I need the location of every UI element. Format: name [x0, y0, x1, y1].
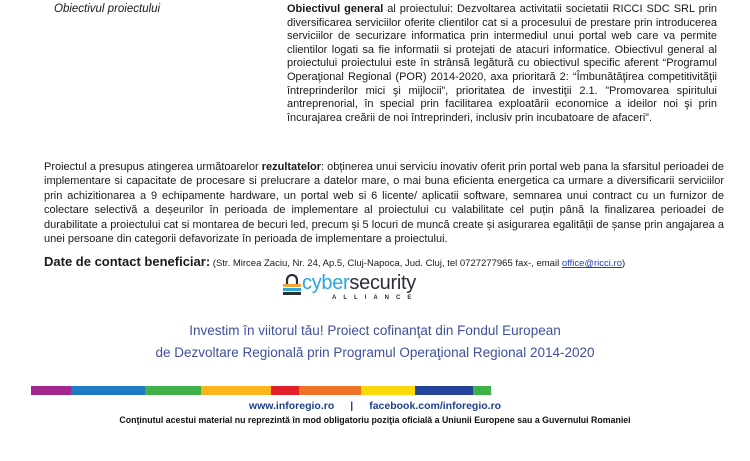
color-bar-segment [31, 386, 71, 395]
footer-links [0, 400, 750, 412]
website-link[interactable]: www.inforegio.ro [248, 400, 335, 412]
color-bar-segment [299, 386, 361, 395]
contact-info: (Str. Mircea Zaciu, Nr. 24, Ap.5, Cluj-Napoca, Jud. Cluj, tel 0727277965 fax-, email [210, 258, 562, 269]
logo-tagline: ALLIANCE [332, 295, 419, 301]
funding-line-2: de Dezvoltare Regională prin Programul Operaţional Regional 2014-2020 [155, 345, 595, 360]
objective-body: al proiectului: Dezvoltarea activitatii societatii RICCI SDC SRL prin diversificarea serviciilor oferite clientilor cat si a procesului de prestare prin introducerea serviciilor de securizare informatica prin intermediul unui portal web care va permite clientilor logati sa fie informatii si protejati de atacuri informatice. Obiectivul general al proiectului proiectului este în strânsă legătură cu obiectivul specific aferent “Programul Operaţional Regional (POR) 2014-2020, axa prioritară 2: “Îmbunătăţirea competitivităţii întreprinderilor mici şi mijlocii”, prioritatea de investiţii 2.1. ”Promovarea spiritului antreprenorial, în special prin facilitarea exploatării economice a ideilor noi şi prin încurajarea creării de noi întreprinderi, inclusiv prin incubatoare de afaceri”. [287, 3, 718, 124]
cybersecurity-alliance-logo [282, 274, 442, 304]
padlock-icon [282, 274, 302, 296]
contact-label: Date de contact beneficiar: [44, 254, 211, 269]
results-body: : obținerea unui serviciu inovativ oferit prin portal web pana la sfarsitul perioadei de implementare si capacitate de procesare si prelucrare a datelor mare, o mai buna eficienta energetica ca urmare a diversificarii serviciilor prin achizitionarea a 9 echipamente hardware, un portal web si 6 licente/ aplicatii software, semnarea unui contract cu un furnizor de colectare selectivă a deșeurilor în perioada de implementare al proiectului cu valabilitate cel puțin până la finalizarea perioadei de durabilitate a proiectului cat si montarea de becuri led, precum și 5 locuri de muncă create și asigurarea egalității de șanse prin angajarea a unei persoane din categorii defavorizate în perioada de implementare a proiectului. [44, 161, 724, 246]
color-bar-segment [71, 386, 145, 395]
results-paragraph [44, 160, 724, 246]
color-bar-segment [271, 386, 299, 395]
objective-lead: Obiectivul general [287, 3, 384, 15]
funding-line-1: Investim în viitorul tău! Proiect cofinanţat din Fondul European [189, 323, 561, 338]
color-bar-segment [201, 386, 271, 395]
facebook-link[interactable]: facebook.com/inforegio.ro [369, 400, 502, 412]
disclaimer: Conţinutul acestui material nu reprezintă în mod obligatoriu poziţia oficială a Uniunii Europene sau a Guvernului Romaniei [119, 415, 631, 425]
contact-line [44, 253, 744, 271]
contact-close: ) [621, 258, 626, 269]
color-bar-segment [473, 386, 491, 395]
separator: | [350, 400, 354, 412]
results-bold: rezultatelor [261, 161, 321, 173]
objective-label: Obiectivul proiectului [54, 3, 161, 15]
color-bar-segment [145, 386, 201, 395]
logo-brand: cybersecurity [302, 272, 416, 294]
regio-color-bar [31, 386, 491, 395]
results-intro: Proiectul a presupus atingerea următoarelor [44, 161, 262, 173]
contact-email-link[interactable]: office@ricci.ro [561, 258, 622, 269]
color-bar-segment [415, 386, 473, 395]
color-bar-segment [361, 386, 415, 395]
objective-text [287, 3, 717, 125]
